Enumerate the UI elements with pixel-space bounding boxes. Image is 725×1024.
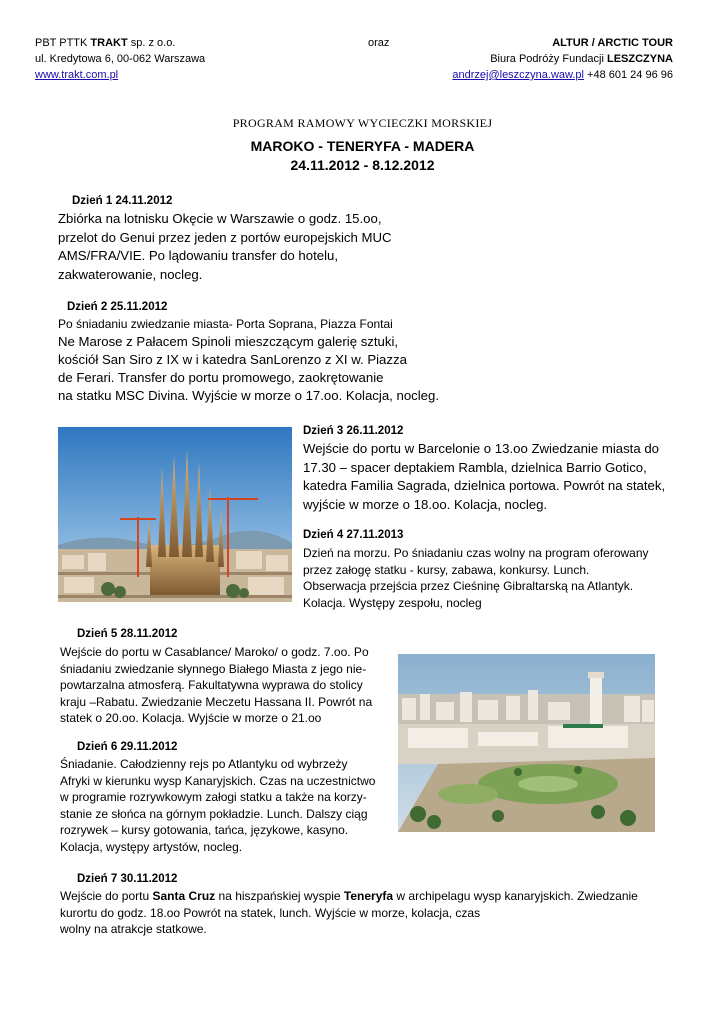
program-label: PROGRAM RAMOWY WYCIECZKI MORSKIEJ <box>232 116 493 130</box>
day2-text <box>58 316 439 405</box>
day7-heading: Dzień 7 30.11.2012 <box>77 873 178 885</box>
day1-line: Zbiórka na lotnisku Okęcie w Warszawie o godz. 15.oo, <box>58 211 382 226</box>
day7-text-part: w archipelagu wysp kanaryjskich. Zwiedzanie <box>393 889 638 903</box>
day2-heading: Dzień 2 25.11.2012 <box>67 301 168 313</box>
day5-text <box>60 644 372 727</box>
day4-heading: Dzień 4 27.11.2013 <box>303 529 404 541</box>
day4-line: przez załogę statku - kursy, zabawa, konkursy. Lunch. <box>303 562 590 577</box>
day6-line: Kolacja, występy artystów, nocleg. <box>60 839 243 854</box>
organizer-right-prefix: Biura Podróży Fundacji <box>490 53 607 65</box>
day7-text-part: na hiszpańskiej wyspie <box>215 889 344 903</box>
day6-line: stanie ze słońca na górnym pokładzie. Lunch. Dalszy ciąg <box>60 806 368 821</box>
day1-line: AMS/FRA/VIE. Po lądowaniu transfer do hotelu, <box>58 248 339 263</box>
day1-line: zakwaterowanie, nocleg. <box>58 266 203 282</box>
day4-line: Dzień na morzu. Po śniadaniu czas wolny na program oferowany <box>303 546 649 560</box>
day5-line: statek o 20.oo. Kolacja. Wyjście w morze o 21.oo <box>60 711 322 725</box>
day5-heading: Dzień 5 28.11.2012 <box>77 628 178 640</box>
header-conjunction: oraz <box>368 37 390 49</box>
day6-heading: Dzień 6 29.11.2012 <box>77 741 178 753</box>
organizer-email-link[interactable]: andrzej@leszczyna.waw.pl <box>452 69 584 81</box>
day7-line <box>60 888 638 905</box>
day3-line: Wejście do portu w Barcelonie o 13.oo Zwiedzanie miasta do <box>303 441 660 456</box>
sagrada-familia-illustration <box>58 427 292 602</box>
day3-line: 17.30 – spacer deptakiem Rambla, dzielnica Barrio Gotico, <box>303 459 647 475</box>
route-title: MAROKO - TENERYFA - MADERA <box>250 138 475 154</box>
day1-text <box>58 210 392 284</box>
day2-line: de Ferari. Transfer do portu promowego, zaokrętowanie <box>58 369 384 385</box>
day2-line: Ne Marose z Pałacem Spinoli mieszczącym galerię sztuki, <box>58 333 399 349</box>
day5-line: kraju –Rabatu. Zwiedzanie Meczetu Hassana II. Powrót na <box>60 694 373 709</box>
day7-port-name: Santa Cruz <box>152 889 216 903</box>
organizer-left-website-link[interactable]: www.trakt.com.pl <box>35 69 119 81</box>
trip-dates: 24.11.2012 - 8.12.2012 <box>290 157 435 173</box>
organizer-right-line2 <box>490 52 673 67</box>
day5-line: powtarzalna atmosferą. Fakultatywna wyprawa do stolicy <box>60 678 363 692</box>
day6-line: w programie rozrywkowym załogi statku a także na korzy- <box>60 790 367 804</box>
day3-heading: Dzień 3 26.11.2012 <box>303 425 404 437</box>
day4-text <box>303 545 649 611</box>
day7-text <box>60 888 638 938</box>
sagrada-familia-photo <box>58 427 292 602</box>
day6-line: Afryki w kierunku wysp Kanaryjskich. Czas na uczestnictwo <box>60 773 376 788</box>
day6-line: Śniadanie. Całodzienny rejs po Atlantyku od wybrzeży <box>60 757 348 771</box>
day2-line: kościół San Siro z IX w i katedra SanLorenzo z XI w. Piazza <box>58 351 407 367</box>
day5-line: śniadaniu zwiedzanie słynnego Białego Miasta z jego nie- <box>60 661 367 676</box>
day7-line: wolny na atrakcje statkowe. <box>60 922 207 936</box>
day7-island-name: Teneryfa <box>343 889 394 903</box>
organizer-left-prefix: PBT PTTK <box>35 37 91 49</box>
day3-line: katedra Familia Sagrada, dzielnica portowa. Powrót na statek, <box>303 478 666 493</box>
day7-text-part: Wejście do portu <box>60 889 153 903</box>
day4-line: Kolacja. Występy zespołu, nocleg <box>303 595 482 610</box>
organizer-left-suffix: sp. z o.o. <box>127 37 176 49</box>
organizer-left-address: ul. Kredytowa 6, 00-062 Warszawa <box>35 53 206 65</box>
organizer-right-brand: LESZCZYNA <box>607 53 673 65</box>
organizer-left-brand: TRAKT <box>90 37 128 49</box>
casablanca-illustration <box>398 654 655 832</box>
day1-heading: Dzień 1 24.11.2012 <box>72 195 173 207</box>
day3-line: wyjście w morze o 18.oo. Kolacja, nocleg. <box>303 496 548 512</box>
day6-text <box>60 756 375 855</box>
casablanca-city-photo <box>398 654 655 832</box>
organizer-right-name: ALTUR / ARCTIC TOUR <box>552 37 673 49</box>
day7-line: kurortu do godz. 18.oo Powrót na statek, lunch. Wyjście w morze, kolacja, czas <box>60 905 481 920</box>
organizer-left-line1 <box>35 36 175 51</box>
organizer-phone: +48 601 24 96 96 <box>584 69 673 81</box>
day2-line: Po śniadaniu zwiedzanie miasta- Porta Soprana, Piazza Fontai <box>58 317 393 331</box>
day4-line: Obserwacja przejścia przez Cieśninę Gibraltarską na Atlantyk. <box>303 579 634 593</box>
day2-line: na statku MSC Divina. Wyjście w morze o 17.oo. Kolacja, nocleg. <box>58 387 440 403</box>
day5-line: Wejście do portu w Casablance/ Maroko/ o godz. 7.oo. Po <box>60 645 369 659</box>
organizer-right-contact <box>452 68 673 83</box>
day6-line: rozrywek – kursy gotowania, tańca, językowe, kasyno. <box>60 823 349 837</box>
day1-line: przelot do Genui przez jeden z portów europejskich MUC <box>58 229 392 245</box>
day3-text <box>303 440 665 514</box>
